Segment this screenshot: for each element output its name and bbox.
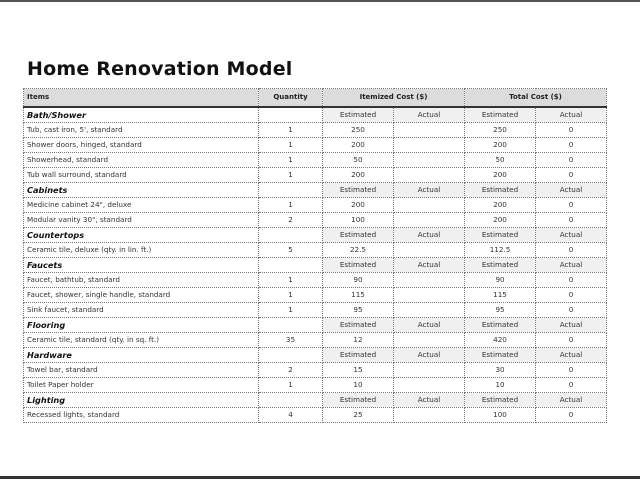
subheader-total-actual: Actual xyxy=(536,393,607,408)
item-name: Toilet Paper holder xyxy=(24,378,259,393)
total-actual: 0 xyxy=(536,378,607,393)
item-quantity: 5 xyxy=(259,243,323,258)
table-row xyxy=(24,303,607,318)
category-quantity-empty xyxy=(259,228,323,243)
total-actual: 0 xyxy=(536,198,607,213)
total-estimated: 200 xyxy=(465,168,536,183)
itemized-estimated: 95 xyxy=(323,303,394,318)
subheader-total-actual: Actual xyxy=(536,318,607,333)
subheader-itemized-actual: Actual xyxy=(394,348,465,363)
category-name: Hardware xyxy=(24,348,259,363)
itemized-estimated: 115 xyxy=(323,288,394,303)
itemized-actual xyxy=(394,123,465,138)
total-actual: 0 xyxy=(536,303,607,318)
item-name: Recessed lights, standard xyxy=(24,408,259,423)
item-name: Faucet, shower, single handle, standard xyxy=(24,288,259,303)
table-row xyxy=(24,243,607,258)
table-row xyxy=(24,123,607,138)
subheader-total-estimated: Estimated xyxy=(465,393,536,408)
header-row xyxy=(24,89,607,108)
subheader-total-estimated: Estimated xyxy=(465,348,536,363)
itemized-actual xyxy=(394,408,465,423)
itemized-estimated: 22.5 xyxy=(323,243,394,258)
subheader-total-actual: Actual xyxy=(536,107,607,123)
item-name: Ceramic tile, standard (qty. in sq. ft.) xyxy=(24,333,259,348)
item-quantity: 1 xyxy=(259,378,323,393)
item-quantity: 35 xyxy=(259,333,323,348)
subheader-total-actual: Actual xyxy=(536,183,607,198)
subheader-itemized-estimated: Estimated xyxy=(323,228,394,243)
category-name: Flooring xyxy=(24,318,259,333)
header-items: Items xyxy=(24,89,259,108)
item-name: Faucet, bathtub, standard xyxy=(24,273,259,288)
subheader-itemized-actual: Actual xyxy=(394,107,465,123)
page-title: Home Renovation Model xyxy=(27,58,293,80)
subheader-total-estimated: Estimated xyxy=(465,107,536,123)
itemized-actual xyxy=(394,153,465,168)
subheader-total-estimated: Estimated xyxy=(465,318,536,333)
subheader-itemized-estimated: Estimated xyxy=(323,258,394,273)
category-row xyxy=(24,107,607,123)
itemized-estimated: 50 xyxy=(323,153,394,168)
itemized-actual xyxy=(394,138,465,153)
table-row xyxy=(24,273,607,288)
item-quantity: 1 xyxy=(259,123,323,138)
category-name: Faucets xyxy=(24,258,259,273)
subheader-itemized-estimated: Estimated xyxy=(323,183,394,198)
category-quantity-empty xyxy=(259,318,323,333)
item-name: Medicine cabinet 24", deluxe xyxy=(24,198,259,213)
total-estimated: 200 xyxy=(465,138,536,153)
header-total-cost: Total Cost ($) xyxy=(465,89,607,108)
total-actual: 0 xyxy=(536,363,607,378)
renovation-table xyxy=(23,88,607,423)
subheader-itemized-estimated: Estimated xyxy=(323,348,394,363)
table-row xyxy=(24,153,607,168)
itemized-actual xyxy=(394,303,465,318)
table-row xyxy=(24,378,607,393)
itemized-actual xyxy=(394,273,465,288)
item-name: Shower doors, hinged, standard xyxy=(24,138,259,153)
subheader-total-estimated: Estimated xyxy=(465,183,536,198)
itemized-estimated: 200 xyxy=(323,138,394,153)
category-name: Bath/Shower xyxy=(24,107,259,123)
item-quantity: 2 xyxy=(259,213,323,228)
item-quantity: 1 xyxy=(259,168,323,183)
total-estimated: 95 xyxy=(465,303,536,318)
itemized-actual xyxy=(394,288,465,303)
subheader-itemized-actual: Actual xyxy=(394,228,465,243)
total-actual: 0 xyxy=(536,168,607,183)
item-name: Sink faucet, standard xyxy=(24,303,259,318)
category-name: Countertops xyxy=(24,228,259,243)
item-quantity: 1 xyxy=(259,138,323,153)
total-estimated: 115 xyxy=(465,288,536,303)
category-quantity-empty xyxy=(259,107,323,123)
table-row xyxy=(24,288,607,303)
subheader-itemized-estimated: Estimated xyxy=(323,393,394,408)
itemized-actual xyxy=(394,363,465,378)
table-row xyxy=(24,363,607,378)
subheader-total-actual: Actual xyxy=(536,258,607,273)
total-actual: 0 xyxy=(536,123,607,138)
category-quantity-empty xyxy=(259,393,323,408)
table-row xyxy=(24,138,607,153)
table-row xyxy=(24,408,607,423)
total-estimated: 250 xyxy=(465,123,536,138)
subheader-itemized-estimated: Estimated xyxy=(323,107,394,123)
total-estimated: 30 xyxy=(465,363,536,378)
itemized-actual xyxy=(394,243,465,258)
item-quantity: 1 xyxy=(259,153,323,168)
itemized-actual xyxy=(394,213,465,228)
total-estimated: 200 xyxy=(465,198,536,213)
subheader-itemized-actual: Actual xyxy=(394,258,465,273)
table-row xyxy=(24,198,607,213)
itemized-estimated: 200 xyxy=(323,198,394,213)
itemized-estimated: 250 xyxy=(323,123,394,138)
total-estimated: 100 xyxy=(465,408,536,423)
subheader-itemized-actual: Actual xyxy=(394,318,465,333)
subheader-total-estimated: Estimated xyxy=(465,228,536,243)
total-actual: 0 xyxy=(536,408,607,423)
itemized-actual xyxy=(394,378,465,393)
frame-top-border xyxy=(0,0,640,2)
item-name: Tub wall surround, standard xyxy=(24,168,259,183)
item-name: Tub, cast iron, 5', standard xyxy=(24,123,259,138)
item-quantity: 2 xyxy=(259,363,323,378)
subheader-itemized-actual: Actual xyxy=(394,393,465,408)
category-row xyxy=(24,393,607,408)
itemized-estimated: 12 xyxy=(323,333,394,348)
total-estimated: 112.5 xyxy=(465,243,536,258)
itemized-estimated: 10 xyxy=(323,378,394,393)
category-row xyxy=(24,228,607,243)
itemized-actual xyxy=(394,333,465,348)
total-actual: 0 xyxy=(536,138,607,153)
item-name: Towel bar, standard xyxy=(24,363,259,378)
table-row xyxy=(24,168,607,183)
table-row xyxy=(24,213,607,228)
item-quantity: 1 xyxy=(259,288,323,303)
category-quantity-empty xyxy=(259,258,323,273)
item-name: Modular vanity 30", standard xyxy=(24,213,259,228)
header-quantity: Quantity xyxy=(259,89,323,108)
total-actual: 0 xyxy=(536,288,607,303)
item-name: Showerhead, standard xyxy=(24,153,259,168)
item-quantity: 1 xyxy=(259,198,323,213)
itemized-estimated: 200 xyxy=(323,168,394,183)
header-itemized-cost: Itemized Cost ($) xyxy=(323,89,465,108)
total-actual: 0 xyxy=(536,213,607,228)
itemized-estimated: 15 xyxy=(323,363,394,378)
item-name: Ceramic tile, deluxe (qty. in lin. ft.) xyxy=(24,243,259,258)
total-actual: 0 xyxy=(536,273,607,288)
subheader-itemized-actual: Actual xyxy=(394,183,465,198)
item-quantity: 1 xyxy=(259,303,323,318)
total-actual: 0 xyxy=(536,243,607,258)
table-row xyxy=(24,333,607,348)
subheader-total-actual: Actual xyxy=(536,348,607,363)
category-row xyxy=(24,258,607,273)
category-row xyxy=(24,183,607,198)
category-row xyxy=(24,318,607,333)
subheader-total-estimated: Estimated xyxy=(465,258,536,273)
itemized-actual xyxy=(394,168,465,183)
subheader-itemized-estimated: Estimated xyxy=(323,318,394,333)
table-body xyxy=(24,107,607,423)
total-actual: 0 xyxy=(536,153,607,168)
total-actual: 0 xyxy=(536,333,607,348)
total-estimated: 10 xyxy=(465,378,536,393)
total-estimated: 90 xyxy=(465,273,536,288)
itemized-estimated: 90 xyxy=(323,273,394,288)
category-quantity-empty xyxy=(259,183,323,198)
category-quantity-empty xyxy=(259,348,323,363)
item-quantity: 4 xyxy=(259,408,323,423)
total-estimated: 50 xyxy=(465,153,536,168)
frame-bottom-border xyxy=(0,476,640,479)
itemized-estimated: 100 xyxy=(323,213,394,228)
category-name: Lighting xyxy=(24,393,259,408)
itemized-actual xyxy=(394,198,465,213)
subheader-total-actual: Actual xyxy=(536,228,607,243)
item-quantity: 1 xyxy=(259,273,323,288)
category-row xyxy=(24,348,607,363)
total-estimated: 200 xyxy=(465,213,536,228)
itemized-estimated: 25 xyxy=(323,408,394,423)
total-estimated: 420 xyxy=(465,333,536,348)
category-name: Cabinets xyxy=(24,183,259,198)
